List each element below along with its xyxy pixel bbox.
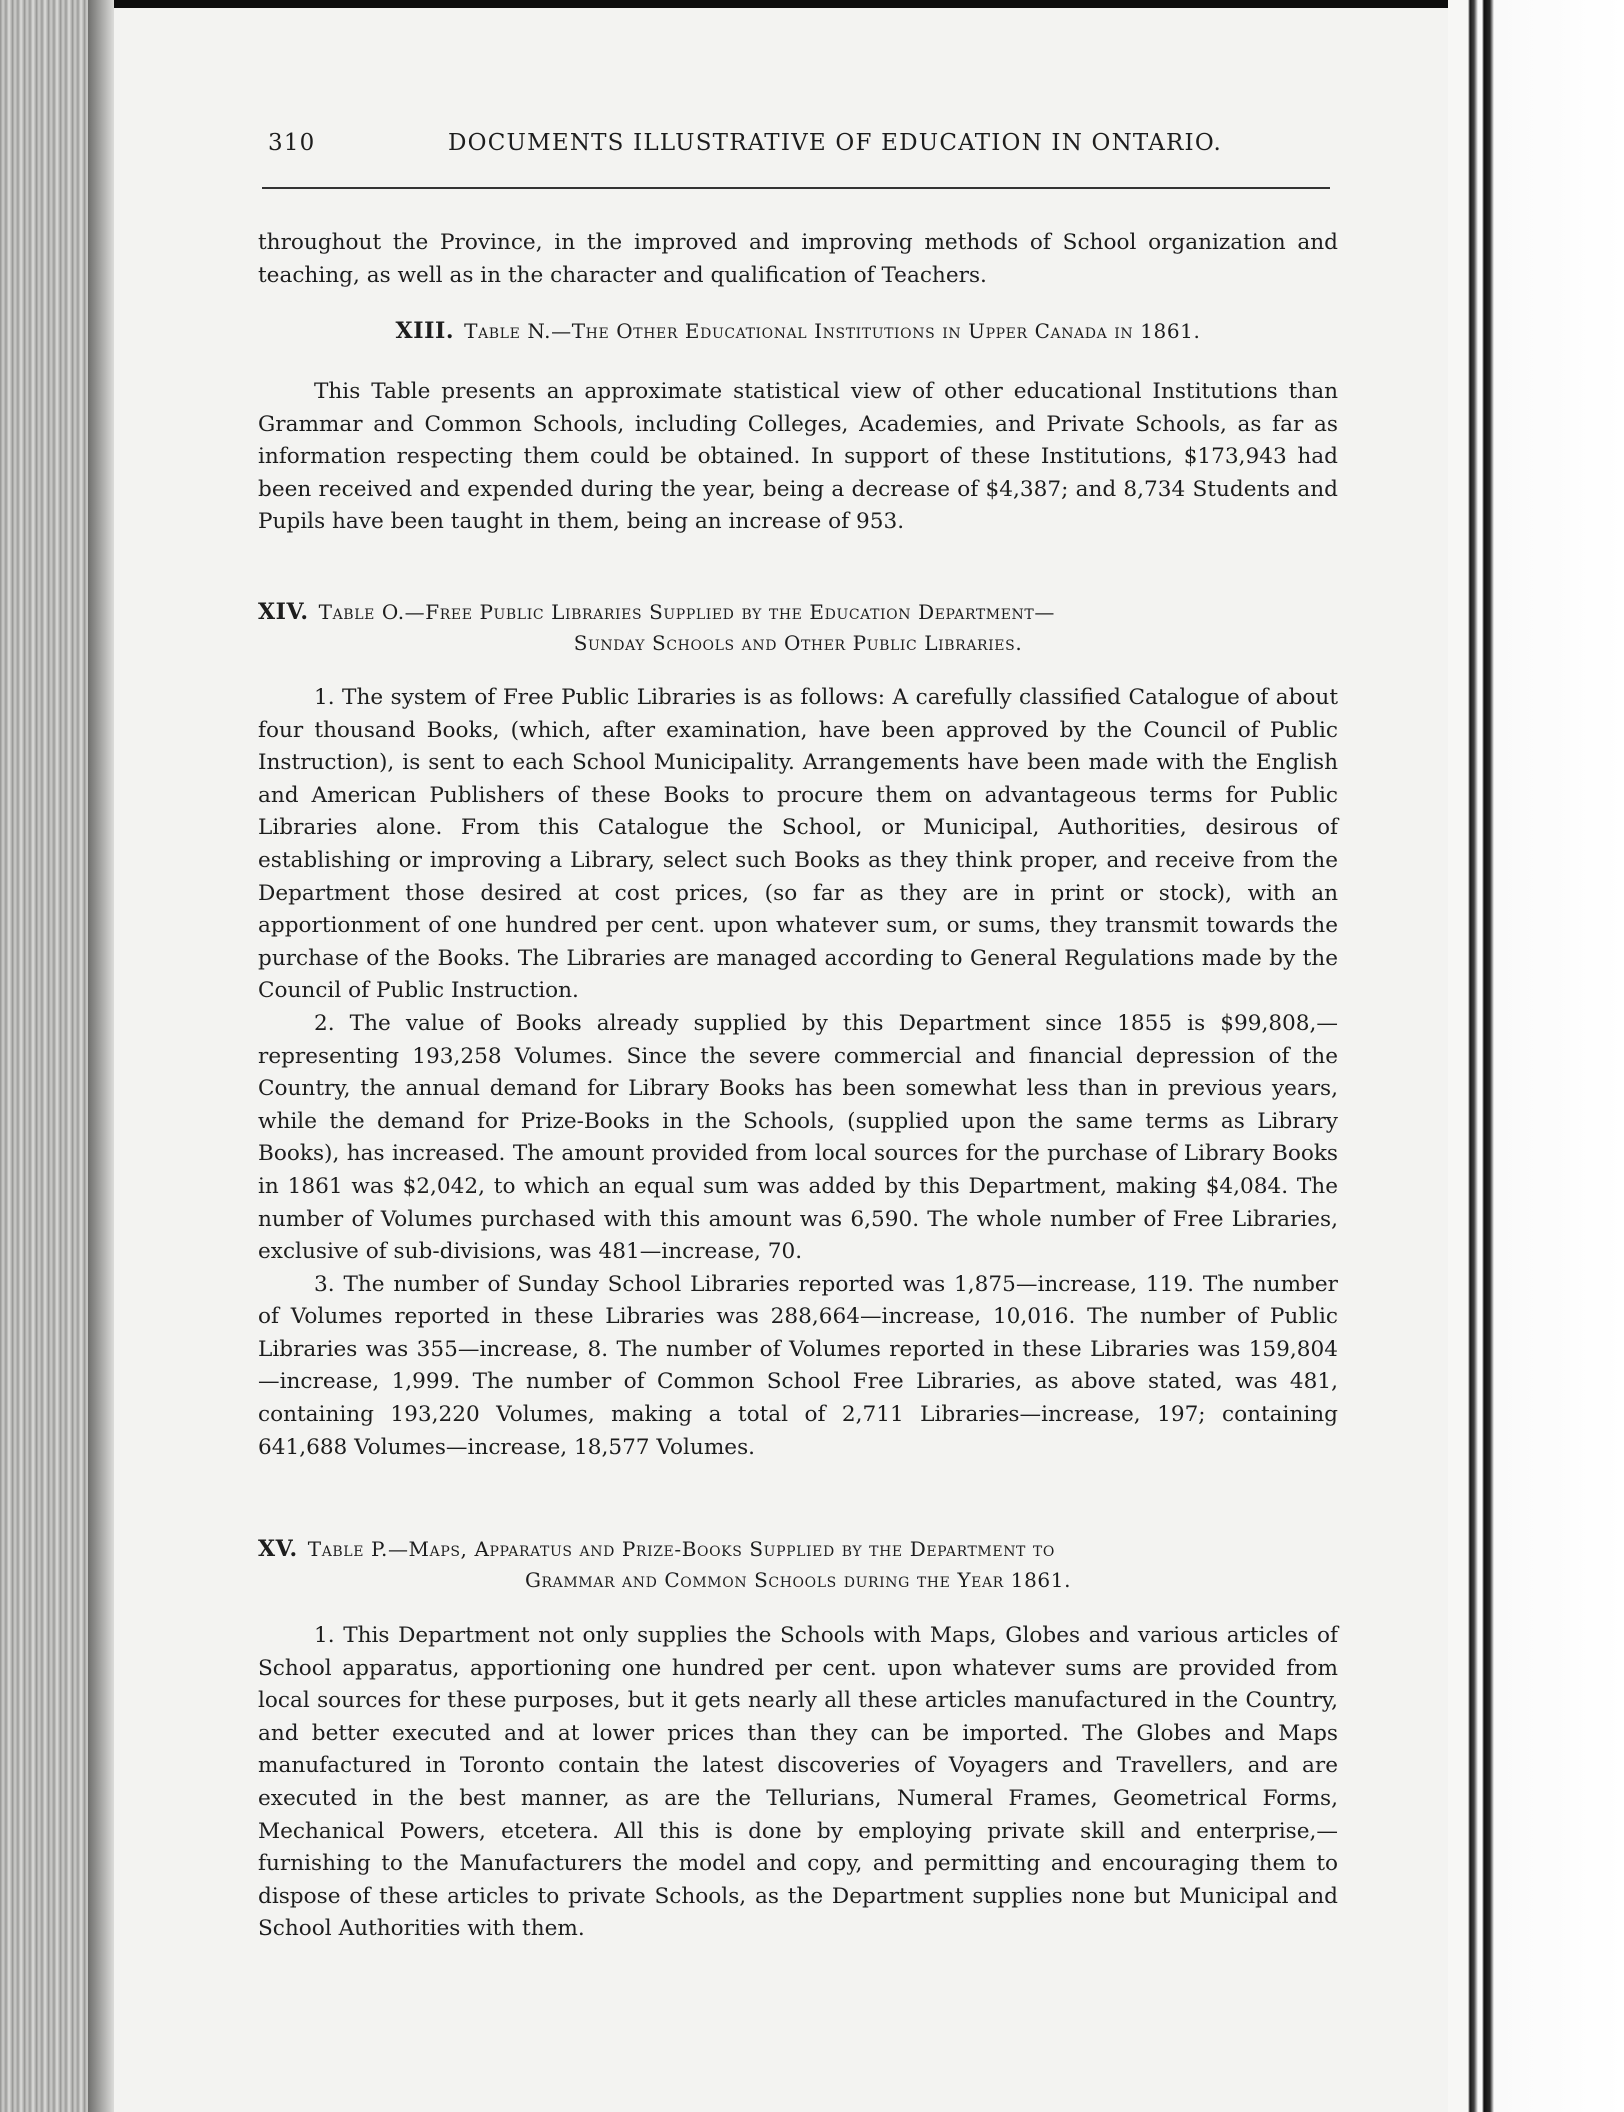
section-title: Table N.—The Other Educational Institutions in Upper Canada in 1861. (464, 319, 1201, 343)
section-xv-heading (258, 1534, 1338, 1596)
section-title-line1: Table P.—Maps, Apparatus and Prize-Books Supplied by the Department to (307, 1537, 1055, 1561)
running-title: DOCUMENTS ILLUSTRATIVE OF EDUCATION IN ONTARIO. (448, 130, 1223, 156)
page-number: 310 (268, 130, 316, 156)
scan-top-border (0, 0, 1624, 8)
book-spine-edge (0, 0, 100, 2112)
section-title-line1: Table O.—Free Public Libraries Supplied by the Education Department— (318, 600, 1055, 624)
section-title-line2: Grammar and Common Schools during the Year 1861. (524, 1568, 1072, 1592)
section-xv-paragraph-1: 1. This Department not only supplies the Schools with Maps, Globes and various articles of School apparatus, apportioning one hundred per cent. upon whatever sums are provided from local sources for these purposes, but it gets nearly all these articles manufactured in the Country, and better executed and at lower prices than they can be imported. The Globes and Maps manufactured in Toronto contain the latest discoveries of Voyagers and Travellers, and are executed in the best manner, as are the Tellurians, Numeral Frames, Geometrical Forms, Mechanical Powers, etcetera. All this is done by employing private skill and enterprise,—furnishing to the Manufacturers the model and copy, and permitting and encouraging them to dispose of these articles to private Schools, as the Department supplies none but Municipal and School Authorities with them. (258, 1623, 1338, 1942)
page-right-edge (1448, 0, 1624, 2112)
section-xiv-paragraph-3: 3. The number of Sunday School Libraries reported was 1,875—increase, 119. The number of Volumes reported in these Libraries was 288,664—increase, 10,016. The number of Public Libraries was 355—increase, 8. The number of Volumes reported in these Libraries was 159,804—increase, 1,999. The number of Common School Free Libraries, as above stated, was 481, containing 193,220 Volumes, making a total of 2,711 Libraries—increase, 197; containing 641,688 Volumes—increase, 18,577 Volumes. (258, 1271, 1338, 1460)
section-number: XIV. (258, 599, 309, 625)
gutter-shadow (88, 0, 114, 2112)
running-header (268, 130, 1348, 170)
section-xiii-paragraph: This Table presents an approximate statistical view of other educational Institutions than Grammar and Common Schools, including Colleges, Academies, and Private Schools, as far as information respecting them could be obtained. In support of these Institutions, $173,943 had been received and expended during the year, being a decrease of $4,387; and 8,734 Students and Pupils have been taught in them, being an increase of 953. (258, 379, 1338, 535)
section-xiii-body (258, 376, 1338, 539)
continuation-text: throughout the Province, in the improved and improving methods of School organization and teaching, as well as in the character and qualification of Teachers. (258, 230, 1338, 288)
header-rule (262, 187, 1330, 189)
section-xiv-heading (258, 597, 1338, 659)
section-title-line2: Sunday Schools and Other Public Libraries. (573, 631, 1023, 655)
continuation-paragraph (258, 227, 1338, 292)
section-xiv-body (258, 682, 1338, 1464)
section-xv-body (258, 1620, 1338, 1946)
section-number: XIII. (395, 318, 455, 344)
section-number: XV. (258, 1536, 298, 1562)
section-xiii-heading (258, 316, 1338, 347)
section-xiv-paragraph-1: 1. The system of Free Public Libraries is as follows: A carefully classified Catalogue of about four thousand Books, (which, after examination, have been approved by the Council of Public Instruction), is sent to each School Municipality. Arrangements have been made with the English and American Publishers of these Books to procure them on advantageous terms for Public Libraries alone. From this Catalogue the School, or Municipal, Authorities, desirous of establishing or improving a Library, select such Books as they think proper, and receive from the Department those desired at cost prices, (so far as they are in print or stock), with an apportionment of one hundred per cent. upon whatever sum, or sums, they transmit towards the purchase of the Books. The Libraries are managed according to General Regulations made by the Council of Public Instruction. (258, 685, 1338, 1004)
section-xiv-paragraph-2: 2. The value of Books already supplied by this Department since 1855 is $99,808,—representing 193,258 Volumes. Since the severe commercial and financial depression of the Country, the annual demand for Library Books has been somewhat less than in previous years, while the demand for Prize-Books in the Schools, (supplied upon the same terms as Library Books), has increased. The amount provided from local sources for the purchase of Library Books in 1861 was $2,042, to which an equal sum was added by this Department, making $4,084. The number of Volumes purchased with this amount was 6,590. The whole number of Free Libraries, exclusive of sub-divisions, was 481—increase, 70. (258, 1010, 1338, 1265)
